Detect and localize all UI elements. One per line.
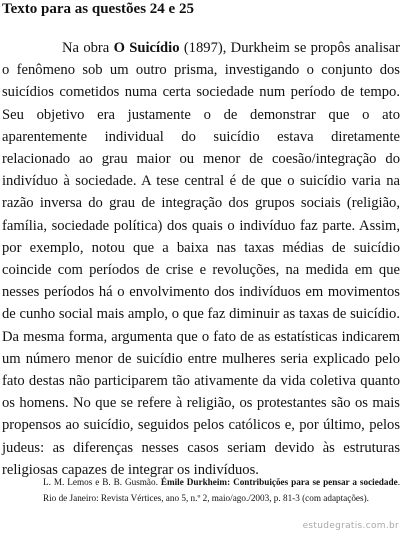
passage-intro: Na obra [62, 40, 114, 56]
passage-text [2, 37, 400, 481]
citation-authors: L. M. Lemos e B. B. Gusmão. [43, 477, 161, 487]
passage-body: (1897), Durkheim se propôs analisar o fenômeno sob um outro prisma, investigando o conjunto dos suicídios cometidos numa certa sociedade num período de tempo. Seu objetivo era justamente o de demonstrar que o ato aparentemente individual do suicídio estava diretamente relacionado ao grau maior ou menor de coesão/integração do indivíduo à sociedade. A tese central é de que o suicídio varia na razão inversa do grau de integração dos grupos sociais (religião, família, sociedade política) dos quais o indivíduo faz parte. Assim, por exemplo, notou que a baixa nas taxas médias de suicídio coincide com períodos de crise e revoluções, na medida em que nesses períodos há o envolvimento dos indivíduos em movimentos de cunho social mais amplo, o que faz diminuir as taxas de suicídio. Da mesma forma, argumenta que o fato de as estatísticas indicarem um número menor de suicídio entre mulheres seria explicado pelo fato destas não participarem tão ativamente da vida coletiva quanto os homens. No que se refere à religião, os protestantes são os mais propensos ao suicídio, seguidos pelos católicos e, por último, pelos judeus: as diferenças nesses casos seriam devido às estruturas religiosas capazes de integrar os indivíduos. [2, 40, 401, 478]
citation-title: Émile Durkheim: Contribuições para se pensar a sociedade [160, 477, 398, 487]
citation [43, 474, 400, 506]
work-title: O Suicídio [113, 40, 180, 56]
watermark: estudegratis.com.br [302, 521, 399, 531]
section-heading: Texto para as questões 24 e 25 [2, 1, 194, 17]
citation-details: . Rio de Janeiro: Revista Vértices, ano 5, n.º 2, maio/ago./2003, p. 81-3 (com adaptações). [43, 477, 400, 503]
